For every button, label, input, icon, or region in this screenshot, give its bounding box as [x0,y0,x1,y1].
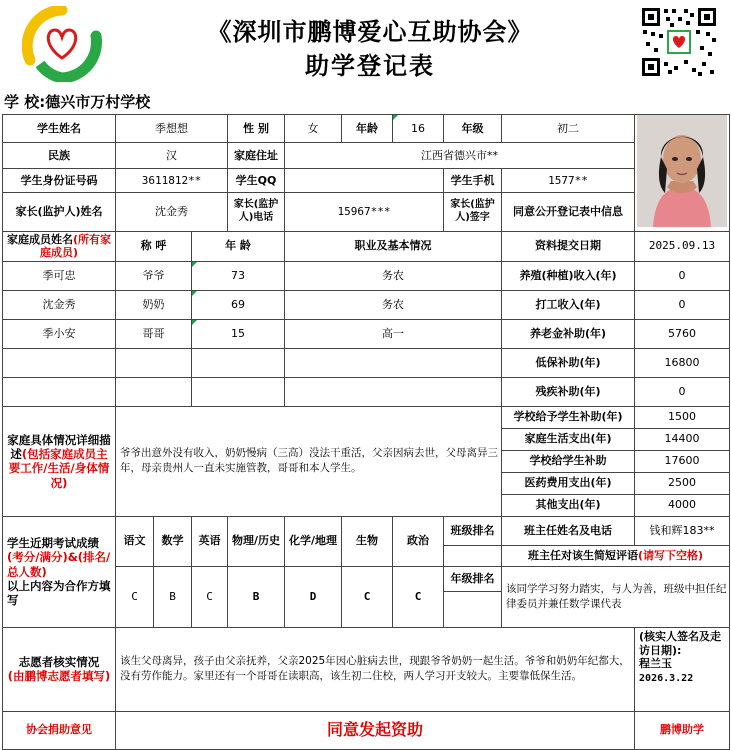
member-occupation[interactable]: 务农 [285,290,502,319]
consent-text: 同意公开登记表中信息 [502,192,635,231]
members-title: 家庭成员姓名 [6,232,73,246]
subject-label: 英语 [192,516,228,566]
subject-label: 数学 [154,516,192,566]
label-grade-rank: 年级排名 [444,566,502,591]
student-gender[interactable]: 女 [285,115,342,143]
label-guardian-sign: 家长(监护人)签字 [444,192,502,231]
row-guardian [3,192,730,231]
subject-label: 语文 [116,516,154,566]
guardian-phone[interactable]: 15967*** [285,192,444,231]
member-relation-empty[interactable] [116,348,192,377]
row-family-desc [3,406,730,428]
teacher-comment-red: (请写下空格) [638,548,704,562]
family-desc-red: (包括家庭成员主要工作/生活/身体情况) [8,446,110,490]
income-label: 学校给予学生补助(年) [502,406,635,428]
verifier-cell [635,627,730,711]
income-label: 家庭生活支出(年) [502,428,635,450]
grade-value[interactable]: D [285,566,342,627]
registration-table [2,114,730,750]
income-label: 养殖(种植)收入(年) [502,261,635,290]
member-name[interactable]: 沈金秀 [3,290,116,319]
label-gender: 性 别 [228,115,285,143]
member-occupation-empty[interactable] [285,348,502,377]
title-line-1: 《深圳市鹏博爱心互助协会》 [207,17,533,46]
association-logo [22,6,102,82]
income-label: 医药费用支出(年) [502,472,635,494]
teacher-contact[interactable]: 钱和辉183** [635,516,730,545]
label-member-age: 年 龄 [192,231,285,261]
empty-member-row [3,348,730,377]
qr-code [640,6,718,78]
verifier-name[interactable]: 程兰玉 [639,657,673,671]
label-teacher-comment [502,545,730,566]
title-line-2: 助学登记表 [305,51,435,80]
exam-red: (考分/满分)&(排名/总人数) [7,550,111,579]
class-rank-value[interactable] [444,545,502,566]
income-value[interactable]: 0 [635,261,730,290]
label-home-address: 家庭住址 [228,143,285,169]
school-line: 学 校:德兴市万村学校 [4,93,151,111]
income-label: 其他支出(年) [502,494,635,516]
volunteer-red: (由鹏博志愿者填写) [7,669,111,684]
row-id [3,169,730,193]
family-description[interactable]: 爷爷出意外没有收入，奶奶慢病（三高）没法干重活，父亲因病去世，父母离异三年，母亲贵州人一直未实施管教，哥哥和本人学生。 [116,406,502,516]
label-exam [3,516,116,627]
member-age[interactable]: 15 [192,319,285,348]
row-ethnicity [3,143,730,169]
label-family-desc [3,406,116,516]
volunteer-text[interactable]: 该生父母离异，孩子由父亲抚养，父亲2025年因心脏病去世，现跟爷爷奶奶一起生活。爷爷和奶奶年纪都大，没有劳作能力。家里还有一个哥哥在读职高，该生初二住校，两人学习开支较大。主要靠低保生活。 [116,627,635,711]
subject-label: 物理/历史 [228,516,285,566]
exam-title: 学生近期考试成绩 [7,535,99,550]
exam-note: 以上内容为合作方填写 [7,578,111,608]
member-relation[interactable]: 哥哥 [116,319,192,348]
income-value[interactable]: 17600 [635,450,730,472]
member-name[interactable]: 季可忠 [3,261,116,290]
grade-value[interactable]: C [192,566,228,627]
row-association [3,711,730,749]
family-desc-title: 家庭具体情况详细描述 [7,432,111,461]
member-name-empty[interactable] [3,377,116,406]
label-relation: 称 呼 [116,231,192,261]
grade-value[interactable]: C [342,566,393,627]
grade-rank-value[interactable] [444,591,502,627]
row-basic [3,115,730,143]
member-relation[interactable]: 奶奶 [116,290,192,319]
label-qq: 学生QQ [228,169,285,193]
income-value[interactable]: 16800 [635,348,730,377]
student-age[interactable]: 16 [393,115,444,143]
income-label: 学校给学生补助 [502,450,635,472]
income-value[interactable]: 14400 [635,428,730,450]
label-phone: 学生手机 [444,169,502,193]
income-value[interactable]: 2500 [635,472,730,494]
label-teacher-contact: 班主任姓名及电话 [502,516,635,545]
subject-label: 化学/地理 [285,516,342,566]
student-qq[interactable] [285,169,444,193]
income-value[interactable]: 4000 [635,494,730,516]
member-age-empty[interactable] [192,348,285,377]
member-age-empty[interactable] [192,377,285,406]
label-ethnicity: 民族 [3,143,116,169]
income-value[interactable]: 0 [635,290,730,319]
grade-value[interactable]: C [116,566,154,627]
verifier-title: (核实人签名及走访日期): [639,629,722,657]
subject-label: 生物 [342,516,393,566]
income-value[interactable]: 0 [635,377,730,406]
income-label: 低保补助(年) [502,348,635,377]
income-label: 养老金补助(年) [502,319,635,348]
member-relation-empty[interactable] [116,377,192,406]
student-ethnicity[interactable]: 汉 [116,143,228,169]
volunteer-title: 志愿者核实情况 [18,654,100,669]
label-submit-date: 资料提交日期 [502,231,635,261]
student-grade[interactable]: 初二 [502,115,635,143]
label-id-number: 学生身份证号码 [3,169,116,193]
label-guardian-phone: 家长(监护人)电话 [228,192,285,231]
empty-member-row [3,377,730,406]
subject-label: 政治 [393,516,444,566]
header [0,0,731,88]
income-label: 残疾补助(年) [502,377,635,406]
student-photo-cell [635,115,730,232]
home-address[interactable]: 江西省德兴市** [285,143,635,169]
label-grade: 年级 [444,115,502,143]
label-occupation: 职业及基本情况 [285,231,502,261]
student-name[interactable]: 季想想 [116,115,228,143]
id-number[interactable]: 3611812** [116,169,228,193]
guardian-name[interactable]: 沈金秀 [116,192,228,231]
teacher-comment[interactable]: 该同学学习努力踏实，与人为善，班级中担任纪律委员并兼任数学课代表 [502,566,730,627]
member-name[interactable]: 季小安 [3,319,116,348]
member-occupation[interactable]: 高一 [285,319,502,348]
row-volunteer [3,627,730,711]
income-value[interactable]: 5760 [635,319,730,348]
label-association-opinion: 协会捐助意见 [3,711,116,749]
member-occupation[interactable]: 务农 [285,261,502,290]
row-members-header [3,231,730,261]
teacher-comment-title: 班主任对该生简短评语 [528,548,638,562]
member-occupation-empty[interactable] [285,377,502,406]
submit-date[interactable]: 2025.09.13 [635,231,730,261]
member-name-empty[interactable] [3,348,116,377]
income-label: 打工收入(年) [502,290,635,319]
label-volunteer [3,627,116,711]
label-guardian-name: 家长(监护人)姓名 [3,192,116,231]
members-title-red: (所有家庭成员) [39,232,112,260]
student-phone[interactable]: 1577** [502,169,635,193]
member-row [3,319,730,348]
verify-date[interactable]: 2026.3.22 [639,673,694,684]
member-row [3,290,730,319]
label-age: 年龄 [342,115,393,143]
row-exam-header [3,516,730,545]
brand-label: 鹏博助学 [635,711,730,749]
income-value[interactable]: 1500 [635,406,730,428]
member-row [3,261,730,290]
member-age[interactable]: 69 [192,290,285,319]
label-class-rank: 班级排名 [444,516,502,545]
member-relation[interactable]: 爷爷 [116,261,192,290]
label-student-name: 学生姓名 [3,115,116,143]
association-decision[interactable]: 同意发起资助 [116,711,635,749]
grade-value[interactable]: B [154,566,192,627]
student-photo [637,115,727,227]
member-age[interactable]: 73 [192,261,285,290]
label-members-title [3,231,116,261]
grade-value[interactable]: C [393,566,444,627]
grade-value[interactable]: B [228,566,285,627]
